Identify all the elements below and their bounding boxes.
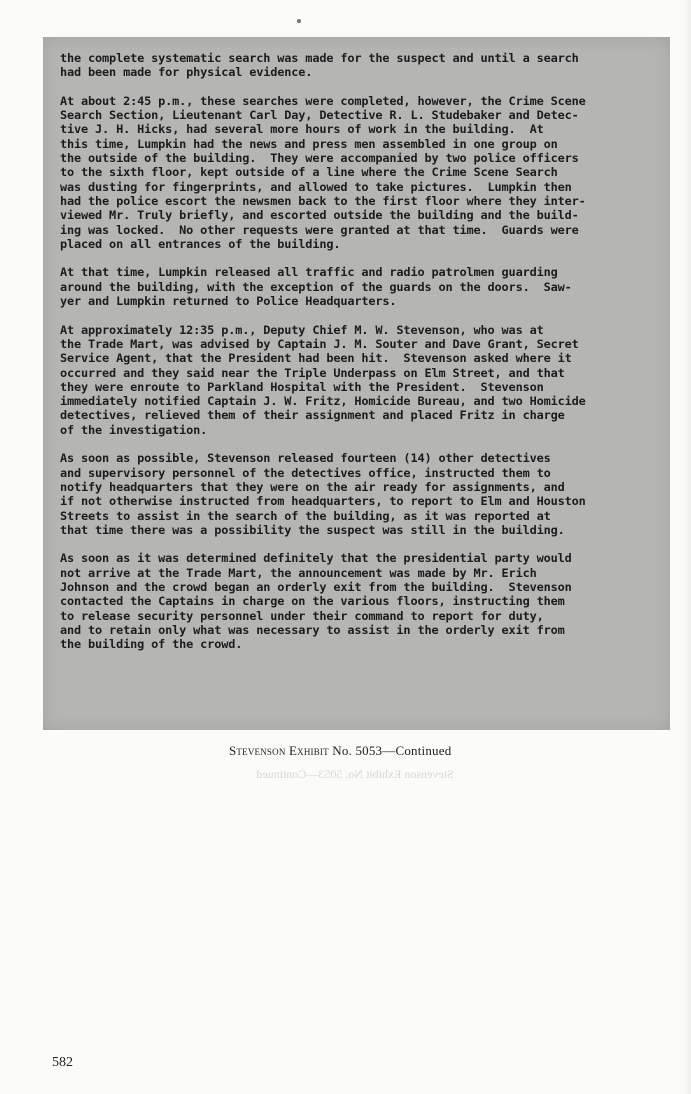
text-line: Streets to assist in the search of the building, as it was reported at <box>60 508 551 523</box>
paragraph <box>60 51 660 80</box>
text-line: the complete systematic search was made for the suspect and until a search <box>60 51 579 65</box>
text-line: to the sixth floor, kept outside of a line where the Crime Scene Search <box>60 165 558 180</box>
text-line: around the building, with the exception of the guards on the doors. Saw- <box>60 279 572 294</box>
caption-suffix: —Continued <box>382 743 452 758</box>
text-line: not arrive at the Trade Mart, the announcement was made by Mr. Erich <box>60 565 537 580</box>
text-line: had the police escort the newsmen back to the first floor where they inter- <box>60 193 586 208</box>
text-line: At that time, Lumpkin released all traffic and radio patrolmen guarding <box>60 265 558 280</box>
text-line: immediately notified Captain J. W. Fritz, Homicide Bureau, and two Homicide <box>60 394 586 409</box>
text-line: had been made for physical evidence. <box>60 65 313 80</box>
bleed-through-caption: Stevenson Exhibit No. 5053—Continued <box>256 767 454 781</box>
caption-prefix: Stevenson Exhibit <box>229 743 329 758</box>
caption-number: No. 5053 <box>332 743 383 758</box>
text-line: the building of the crowd. <box>60 637 243 652</box>
text-line: the outside of the building. They were accompanied by two police officers <box>60 151 579 166</box>
text-line: tive J. H. Hicks, had several more hours of work in the building. At <box>60 122 544 137</box>
text-line: to release security personnel under their command to report for duty, <box>60 608 544 623</box>
text-line: contacted the Captains in charge on the various floors, instructing them <box>60 594 565 609</box>
text-line: notify headquarters that they were on the air ready for assignments, and <box>60 479 565 494</box>
paragraph <box>60 265 660 308</box>
page-number: 582 <box>52 1055 73 1070</box>
text-line: placed on all entrances of the building. <box>60 236 341 251</box>
text-line: ing was locked. No other requests were granted at that time. Guards were <box>60 222 579 237</box>
paragraph <box>60 94 660 251</box>
text-line: As soon as possible, Stevenson released fourteen (14) other detectives <box>60 451 551 466</box>
scan-speck <box>297 19 301 23</box>
text-line: they were enroute to Parkland Hospital with the President. Stevenson <box>60 379 544 394</box>
text-line: Johnson and the crowd began an orderly exit from the building. Stevenson <box>60 579 572 594</box>
typewritten-text <box>60 51 660 666</box>
text-line: As soon as it was determined definitely that the presidential party would <box>60 551 572 566</box>
text-line: yer and Lumpkin returned to Police Headquarters. <box>60 294 397 309</box>
text-line: Service Agent, that the President had been hit. Stevenson asked where it <box>60 351 572 366</box>
text-line: and to retain only what was necessary to assist in the orderly exit from <box>60 622 565 637</box>
text-line: of the investigation. <box>60 422 208 437</box>
text-line: was dusting for fingerprints, and allowed to take pictures. Lumpkin then <box>60 179 572 194</box>
text-line: At about 2:45 p.m., these searches were completed, however, the Crime Scene <box>60 93 586 108</box>
text-line: this time, Lumpkin had the news and press men assembled in one group on <box>60 136 558 151</box>
text-line: that time there was a possibility the suspect was still in the building. <box>60 522 565 537</box>
text-line: viewed Mr. Truly briefly, and escorted outside the building and the build- <box>60 208 579 223</box>
text-line: the Trade Mart, was advised by Captain J. M. Souter and Dave Grant, Secret <box>60 336 579 351</box>
exhibit-photostat <box>43 37 670 730</box>
text-line: At approximately 12:35 p.m., Deputy Chief M. W. Stevenson, who was at <box>60 322 544 337</box>
paragraph <box>60 451 660 537</box>
text-line: if not otherwise instructed from headquarters, to report to Elm and Houston <box>60 494 586 509</box>
text-line: and supervisory personnel of the detectives office, instructed them to <box>60 465 551 480</box>
paragraph <box>60 551 660 651</box>
text-line: detectives, relieved them of their assignment and placed Fritz in charge <box>60 408 565 423</box>
page-edge-shadow <box>683 0 691 1094</box>
exhibit-caption <box>229 743 451 759</box>
text-line: occurred and they said near the Triple Underpass on Elm Street, and that <box>60 365 565 380</box>
paragraph <box>60 323 660 437</box>
text-line: Search Section, Lieutenant Carl Day, Detective R. L. Studebaker and Detec- <box>60 108 579 123</box>
